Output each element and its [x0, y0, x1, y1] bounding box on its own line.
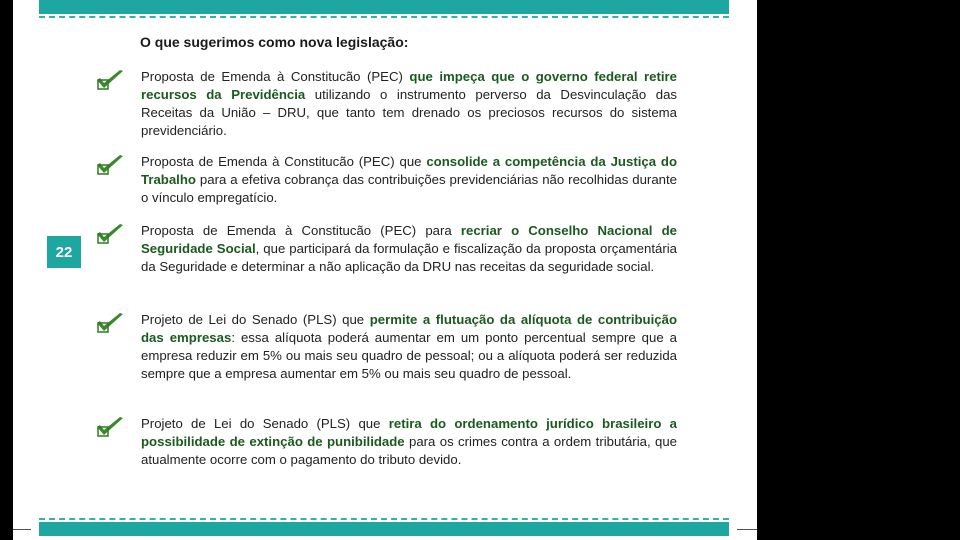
checkmark-icon: [93, 222, 127, 246]
emphasis: recriar o Conselho Nacional de Seguridade Social: [141, 223, 677, 256]
checkmark-icon: [93, 68, 127, 92]
page-edge-mark: [737, 529, 757, 530]
list-item-text: Proposta de Emenda à Constitucão (PEC) que consolide a competência da Justiça do Trabalho para a efetiva cobrança das contribuições previdenciárias não recolhidas durante o vínculo empregatício.: [141, 154, 678, 205]
list-item-text: Projeto de Lei do Senado (PLS) que permite a flutuação da alíquota de contribuição das empresas: essa alíquota poderá aumentar em um ponto percentual sempre que a empresa reduzir em 5% ou mais seu quadro de pessoal; ou a alíquota poderá ser reduzida sempre que a empresa aumentar em 5% ou mais seu quadro de pessoal.: [141, 312, 678, 381]
section-heading: O que sugerimos como nova legislação:: [140, 34, 409, 50]
list-item-text: Proposta de Emenda à Constitucão (PEC) que impeça que o governo federal retire recursos da Previdência utilizando o instrumento perverso da Desvinculação das Receitas da União – DRU, que tanto tem drenado os preciosos recursos do sistema previdenciário.: [141, 69, 677, 138]
emphasis: consolide a competência da Justiça do Trabalho: [141, 154, 678, 187]
bottom-dashed-rule: [39, 518, 729, 520]
checkmark-icon: [93, 153, 127, 177]
emphasis: retira do ordenamento jurídico brasileiro a possibilidade de extinção de punibilidade: [141, 416, 677, 449]
checkmark-icon: [93, 311, 127, 335]
list-item-text: Projeto de Lei do Senado (PLS) que retira do ordenamento jurídico brasileiro a possibilidade de extinção de punibilidade para os crimes contra a ordem tributária, que atualmente ocorre com o pagamento do tributo devido.: [141, 416, 677, 467]
checkmark-icon: [93, 415, 127, 439]
emphasis: permite a flutuação da alíquota de contribuição das empresas: [141, 312, 678, 345]
emphasis: que impeça que o governo federal retire recursos da Previdência: [141, 69, 677, 102]
document-page: [13, 0, 757, 540]
bottom-band: [39, 522, 729, 536]
list-item-text: Proposta de Emenda à Constitucão (PEC) para recriar o Conselho Nacional de Seguridade Social, que participará da formulação e fiscalização da proposta orçamentária da Seguridade e determinar a não aplicação da DRU nas receitas da seguridade social.: [141, 223, 677, 274]
top-dashed-rule: [39, 16, 729, 18]
top-band: [39, 0, 729, 14]
page-edge-mark: [13, 529, 31, 530]
page-number: 22: [47, 236, 81, 268]
